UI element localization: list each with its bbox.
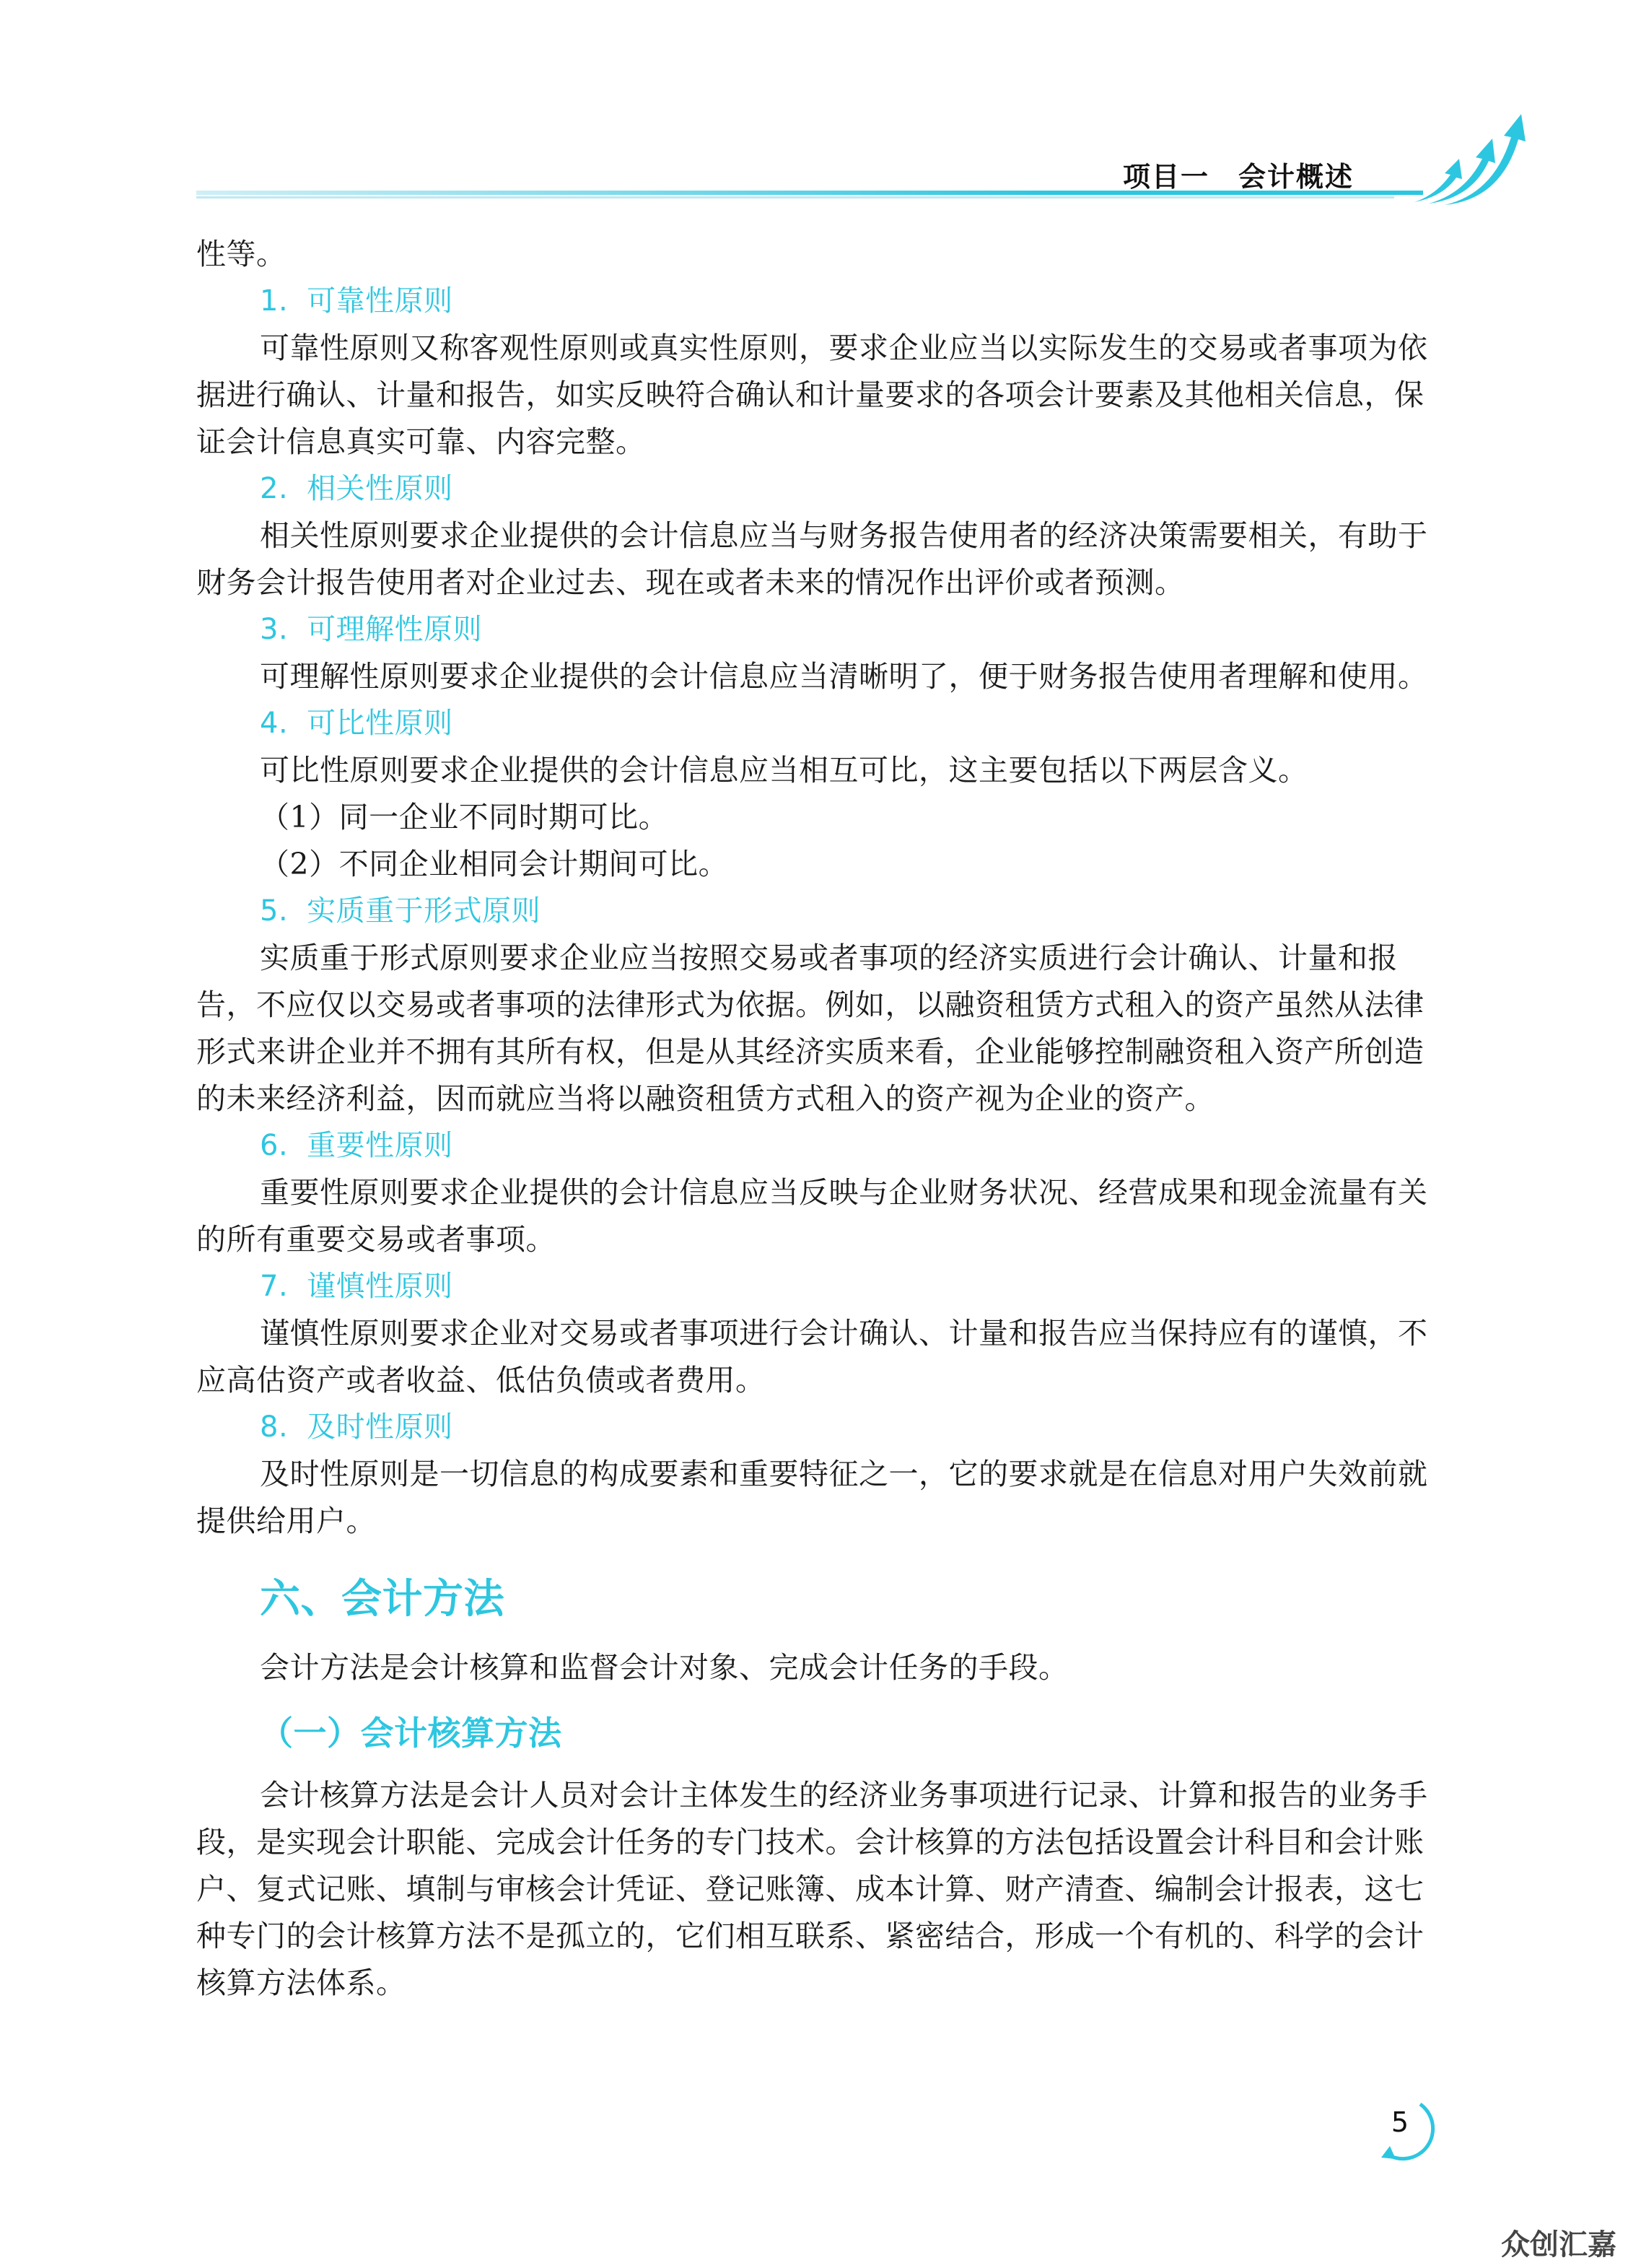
heading-number: 3. [260,613,289,646]
list-item: （2）不同企业相同会计期间可比。 [260,847,729,881]
heading-label: 可靠性原则 [307,284,453,318]
heading-label: 重要性原则 [307,1129,453,1162]
paragraph: 可靠性原则又称客观性原则或真实性原则，要求企业应当以实际发生的交易或者事项为依据进行确认、计量和报告，如实反映符合确认和计量要求的各项会计要素及其他相关信息，保证会计信息真实可靠、内容完整。 [196,331,1428,459]
heading-label: 相关性原则 [307,472,453,505]
paragraph: 谨慎性原则要求企业对交易或者事项进行会计确认、计量和报告应当保持应有的谨慎，不应高估资产或者收益、低估负债或者费用。 [196,1316,1428,1397]
heading-number: 4. [260,707,289,740]
heading-number: 8. [260,1410,289,1444]
heading-label: 可比性原则 [307,707,453,740]
paragraph: 可比性原则要求企业提供的会计信息应当相互可比，这主要包括以下两层含义。 [260,753,1308,788]
paragraph: 及时性原则是一切信息的构成要素和重要特征之一，它的要求就是在信息对用户失效前就提供给用户。 [196,1457,1428,1538]
heading-label: 及时性原则 [307,1410,453,1444]
principle-heading [196,700,1437,747]
paragraph: 重要性原则要求企业提供的会计信息应当反映与企业财务状况、经营成果和现金流量有关的所有重要交易或者事项。 [196,1175,1428,1257]
principle-heading [196,1122,1437,1169]
subsection-heading: （一）会计核算方法 [260,1714,562,1753]
heading-label: 实质重于形式原则 [307,894,541,928]
heading-number: 2. [260,472,289,505]
paragraph: 实质重于形式原则要求企业应当按照交易或者事项的经济实质进行会计确认、计量和报告，不应仅以交易或者事项的法律形式为依据。例如，以融资租赁方式租入的资产虽然从法律形式来讲企业并不拥有其所有权，但是从其经济实质来看，企业能够控制融资租入资产所创造的未来经济利益，因而就应当将以融资租赁方式租入的资产视为企业的资产。 [196,941,1424,1116]
watermark: 众创汇嘉 [1501,2228,1616,2262]
list-item: （1）同一企业不同时期可比。 [260,800,669,834]
arrow-swoosh-logo-icon [1407,108,1530,209]
principle-heading [196,1263,1437,1310]
paragraph: 可理解性原则要求企业提供的会计信息应当清晰明了，便于财务报告使用者理解和使用。 [260,659,1428,694]
principle-heading [196,466,1437,513]
section-heading: 六、会计方法 [260,1575,504,1623]
heading-label: 可理解性原则 [307,613,483,646]
paragraph: 相关性原则要求企业提供的会计信息应当与财务报告使用者的经济决策需要相关，有助于财务会计报告使用者对企业过去、现在或者未来的情况作出评价或者预测。 [196,518,1428,600]
heading-number: 6. [260,1129,289,1162]
principle-heading [196,606,1437,653]
heading-number: 7. [260,1270,289,1303]
principle-heading [196,888,1437,935]
heading-label: 谨慎性原则 [307,1270,453,1303]
paragraph: 性等。 [196,237,286,271]
header-rule [0,0,1628,217]
principle-heading [196,1404,1437,1451]
running-header-title: 项目一 会计概述 [1123,161,1355,193]
principle-heading [196,278,1437,325]
page-number: 5 [1391,2106,1409,2138]
paragraph: 会计核算方法是会计人员对会计主体发生的经济业务事项进行记录、计算和报告的业务手段，是实现会计职能、完成会计任务的专门技术。会计核算的方法包括设置会计科目和会计账户、复式记账、填制与审核会计凭证、登记账簿、成本计算、财产清查、编制会计报表，这七种专门的会计核算方法不是孤立的，它们相互联系、紧密结合，形成一个有机的、科学的会计核算方法体系。 [196,1778,1428,2000]
heading-number: 1. [260,284,289,318]
heading-number: 5. [260,894,289,928]
paragraph: 会计方法是会计核算和监督会计对象、完成会计任务的手段。 [260,1650,1069,1685]
page-body [196,231,1437,2007]
